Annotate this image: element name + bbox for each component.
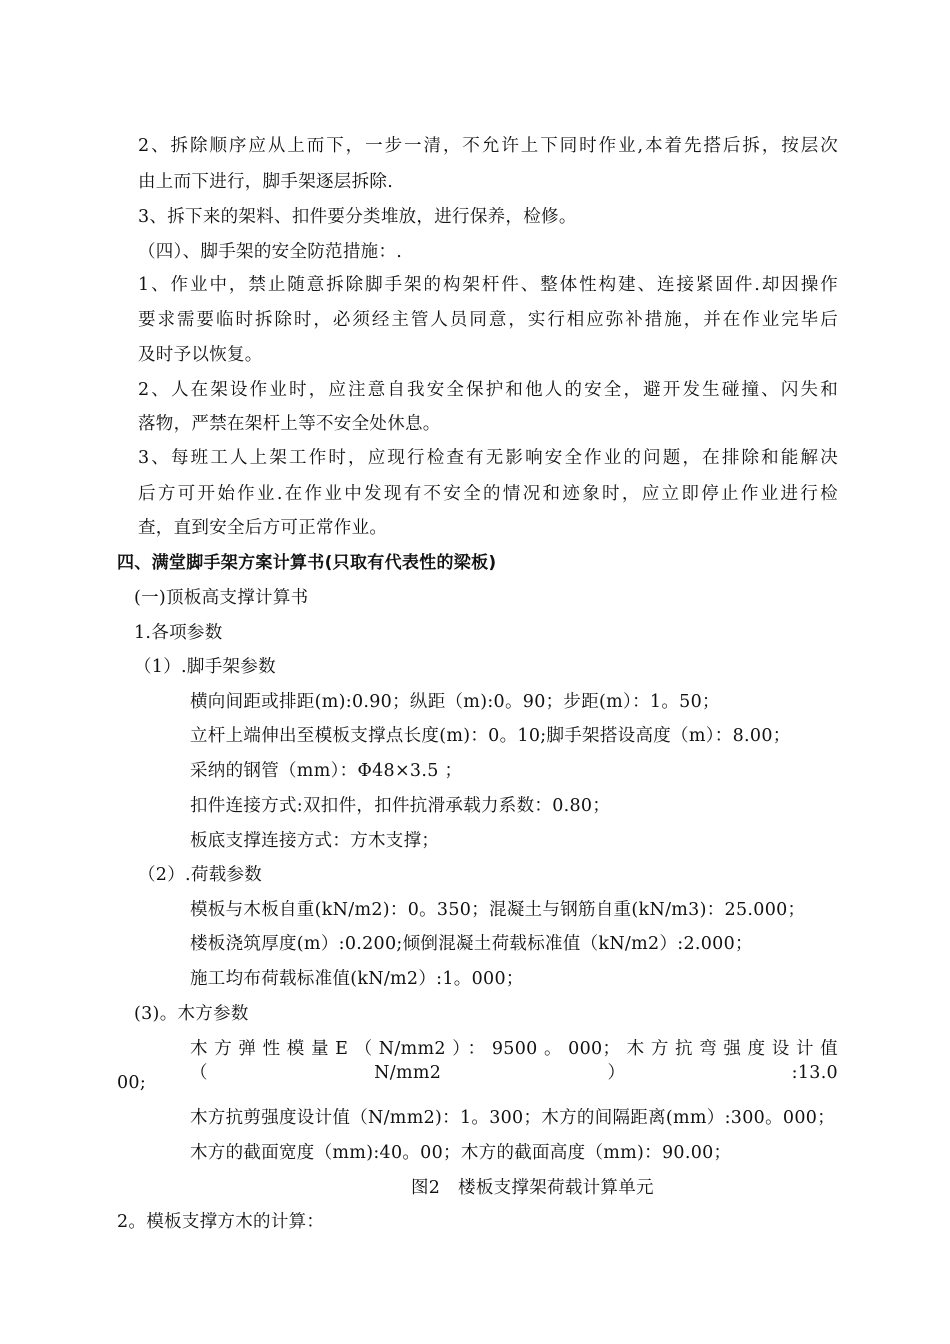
paragraph-line: 落物，严禁在架杆上等不安全处休息。: [138, 414, 441, 434]
parameter-line: 木方抗剪强度设计值（N/mm2)：1。300；木方的间隔距离(mm）:300。000；: [190, 1108, 836, 1128]
parameter-line: 扣件连接方式:双扣件，扣件抗滑承载力系数：0.80；: [190, 796, 611, 816]
parameter-line: 横向间距或排距(m):0.90；纵距（m):0。90；步距(m）：1。50；: [190, 692, 720, 712]
parameter-line: 00;: [117, 1073, 147, 1093]
paragraph-line: 2、人在架设作业时，应注意自我安全保护和他人的安全，避开发生碰撞、闪失和: [138, 380, 838, 400]
parameter-line: 采纳的钢管（mm）：Φ48×3.5 ；: [190, 761, 463, 781]
subsection-heading: (3)。木方参数: [134, 1004, 249, 1024]
parameter-line: 楼板浇筑厚度(m）:0.200;倾倒混凝土荷载标准值（kN/m2）:2.000；: [190, 934, 753, 954]
parameter-line: 模板与木板自重(kN/m2)：0。350；混凝土与钢筋自重(kN/m3)：25.000；: [190, 900, 806, 920]
section-heading-bold: 四、满堂脚手架方案计算书(只取有代表性的梁板): [117, 553, 497, 573]
parameter-line: 施工均布荷载标准值(kN/m2）:1。000；: [190, 969, 524, 989]
paragraph-line: 由上而下进行，脚手架逐层拆除.: [138, 172, 394, 192]
subsection-heading: 2。模板支撑方木的计算：: [117, 1212, 325, 1232]
paragraph-line: 3、每班工人上架工作时，应现行检查有无影响安全作业的问题，在排除和能解决: [138, 448, 838, 468]
parameter-line: 木方弹性模量E（N/mm2）：9500。000；木方抗弯强度设计值（N/mm2）:13.0: [190, 1039, 838, 1083]
subsection-heading: （1）.脚手架参数: [134, 657, 276, 677]
paragraph-line: 要求需要临时拆除时，必须经主管人员同意，实行相应弥补措施，并在作业完毕后: [138, 310, 838, 330]
paragraph-line: 查，直到安全后方可正常作业。: [138, 518, 388, 538]
paragraph-line: 1、作业中，禁止随意拆除脚手架的构架杆件、整体性构建、连接紧固件.却因操作: [138, 275, 838, 295]
paragraph-line: 3、拆下来的架料、扣件要分类堆放，进行保养，检修。: [138, 207, 577, 227]
paragraph-line: 2、拆除顺序应从上而下，一步一清，不允许上下同时作业,本着先搭后拆，按层次: [138, 136, 838, 156]
paragraph-line: 后方可开始作业.在作业中发现有不安全的情况和迹象时，应立即停止作业进行检: [138, 484, 838, 504]
section-heading: （四）、脚手架的安全防范措施：.: [138, 242, 403, 262]
parameter-line: 木方的截面宽度（mm):40。00；木方的截面高度（mm)：90.00；: [190, 1143, 732, 1163]
parameter-line: 板底支撑连接方式：方木支撑；: [190, 831, 440, 851]
parameter-line: 立杆上端伸出至模板支撑点长度(m)：0。10;脚手架搭设高度（m）：8.00；: [190, 726, 791, 746]
subsection-heading: (一)顶板高支撑计算书: [134, 588, 309, 608]
subsection-heading: 1.各项参数: [134, 623, 223, 643]
subsection-heading: （2）.荷载参数: [138, 865, 263, 885]
paragraph-line: 及时予以恢复。: [138, 345, 263, 365]
figure-caption: 图2 楼板支撑架荷载计算单元: [411, 1178, 654, 1198]
